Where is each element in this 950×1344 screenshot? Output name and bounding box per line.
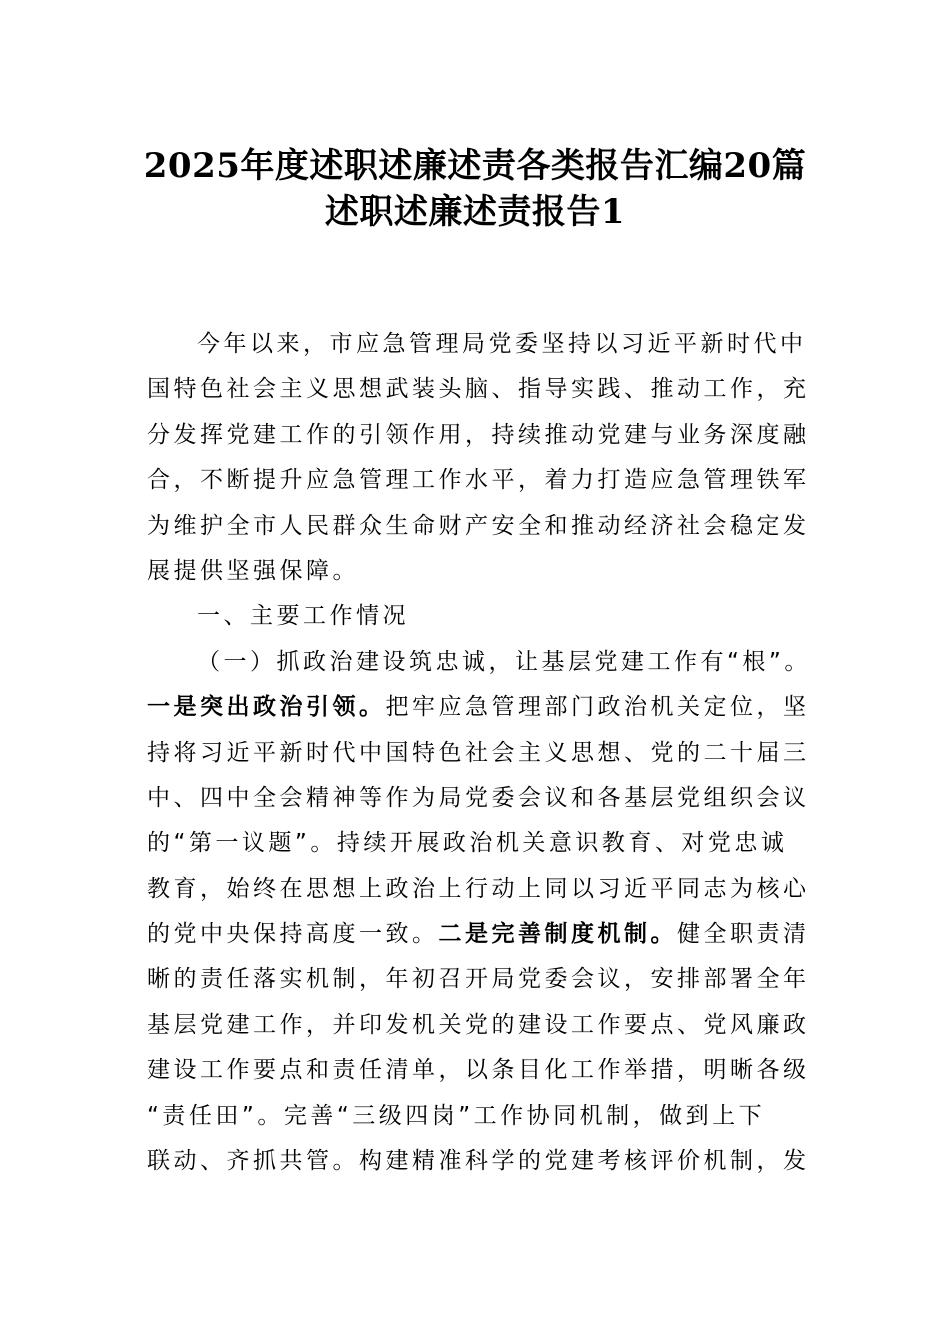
text-span: 的党中央保持高度一致。 [147, 921, 439, 948]
paragraph-line: 国特色社会主义思想武装头脑、指导实践、推动工作，充 [147, 376, 810, 403]
paragraph-line: 晰的责任落实机制，年初召开局党委会议，安排部署全年 [147, 966, 810, 993]
paragraph-line: 持将习近平新时代中国特色社会主义思想、党的二十届三 [147, 739, 810, 766]
paragraph-line: 合，不断提升应急管理工作水平，着力打造应急管理铁军 [147, 467, 810, 494]
paragraph-line: 联动、齐抓共管。构建精准科学的党建考核评价机制，发 [147, 1148, 810, 1175]
paragraph-line [147, 685, 812, 730]
paragraph-line [147, 912, 812, 957]
section-heading: 一、主要工作情况 [197, 603, 409, 630]
paragraph-line: 中、四中全会精神等作为局党委会议和各基层党组织会议 [147, 784, 810, 811]
subsection-heading: （一）抓政治建设筑忠诚，让基层党建工作有“根”。 [197, 648, 811, 675]
paragraph-line: 教育，始终在思想上政治上行动上同以习近平同志为核心 [147, 875, 810, 902]
bold-phrase: 二是完善制度机制。 [438, 921, 677, 948]
document-title: 2025年度述职述廉述责各类报告汇编20篇 [143, 146, 807, 186]
text-span: 把牢应急管理部门政治机关定位，坚 [385, 694, 810, 721]
text-span: 健全职责清 [677, 921, 810, 948]
paragraph-line: 的“第一议题”。持续开展政治机关意识教育、对党忠诚 [147, 830, 788, 857]
paragraph-line: 展提供坚强保障。 [147, 557, 359, 584]
bold-phrase: 一是突出政治引领。 [147, 694, 386, 721]
document-body [147, 322, 812, 1184]
paragraph-line: 今年以来，市应急管理局党委坚持以习近平新时代中 [197, 331, 807, 357]
paragraph-line: 建设工作要点和责任清单，以条目化工作举措，明晰各级 [147, 1057, 810, 1084]
paragraph-line: 分发挥党建工作的引领作用，持续推动党建与业务深度融 [147, 421, 810, 448]
paragraph-line: 为维护全市人民群众生命财产安全和推动经济社会稳定发 [147, 512, 810, 539]
paragraph-line: 基层党建工作，并印发机关党的建设工作要点、党风廉政 [147, 1011, 810, 1038]
document-subtitle: 述职述廉述责报告1 [324, 192, 626, 232]
paragraph-line: “责任田”。完善“三级四岗”工作协同机制，做到上下 [147, 1102, 766, 1129]
